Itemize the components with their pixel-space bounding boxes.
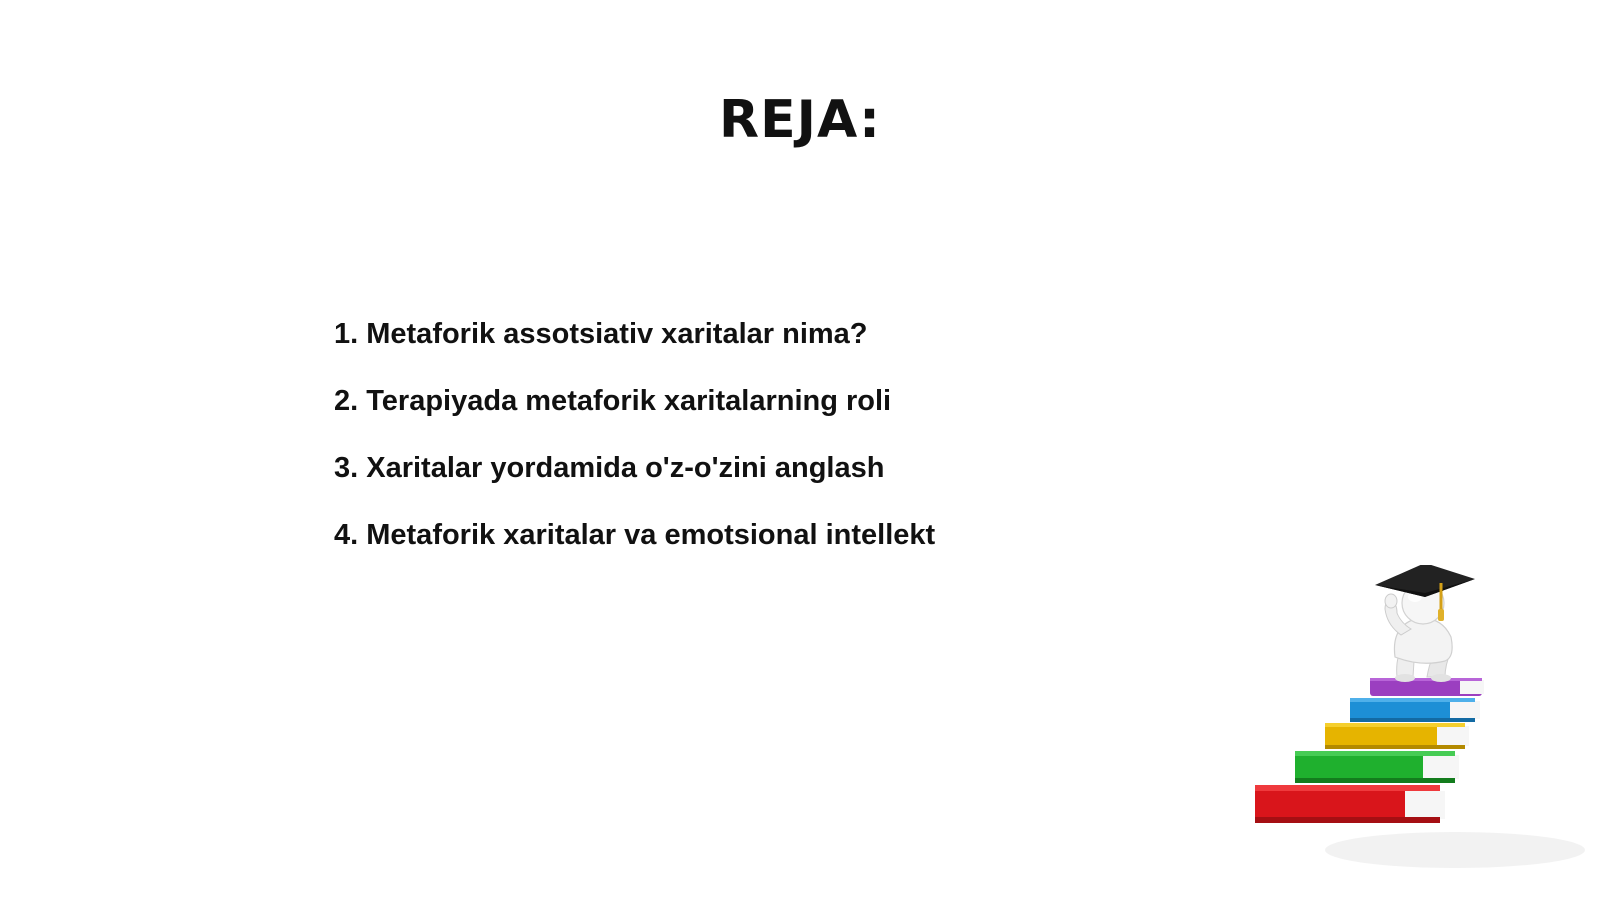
slide-title: REJA:	[719, 90, 881, 150]
plan-item-1: 1. Metaforik assotsiativ xaritalar nima?	[334, 318, 868, 350]
plan-item-3: 3. Xaritalar yordamida o'z-o'zini anglash	[334, 452, 885, 484]
book-red	[1255, 785, 1445, 823]
plan-item-4: 4. Metaforik xaritalar va emotsional intellekt	[334, 519, 936, 551]
plan-list	[334, 312, 935, 580]
book-green	[1295, 751, 1459, 783]
book-yellow	[1325, 723, 1469, 749]
plan-item-2: 2. Terapiyada metaforik xaritalarning roli	[334, 385, 892, 417]
graduate-figure	[1375, 565, 1475, 682]
book-purple	[1370, 678, 1484, 696]
shadow	[1325, 832, 1585, 868]
graduate-on-books-icon	[1255, 565, 1585, 875]
mortarboard-icon	[1375, 565, 1475, 597]
book-blue	[1350, 698, 1480, 722]
